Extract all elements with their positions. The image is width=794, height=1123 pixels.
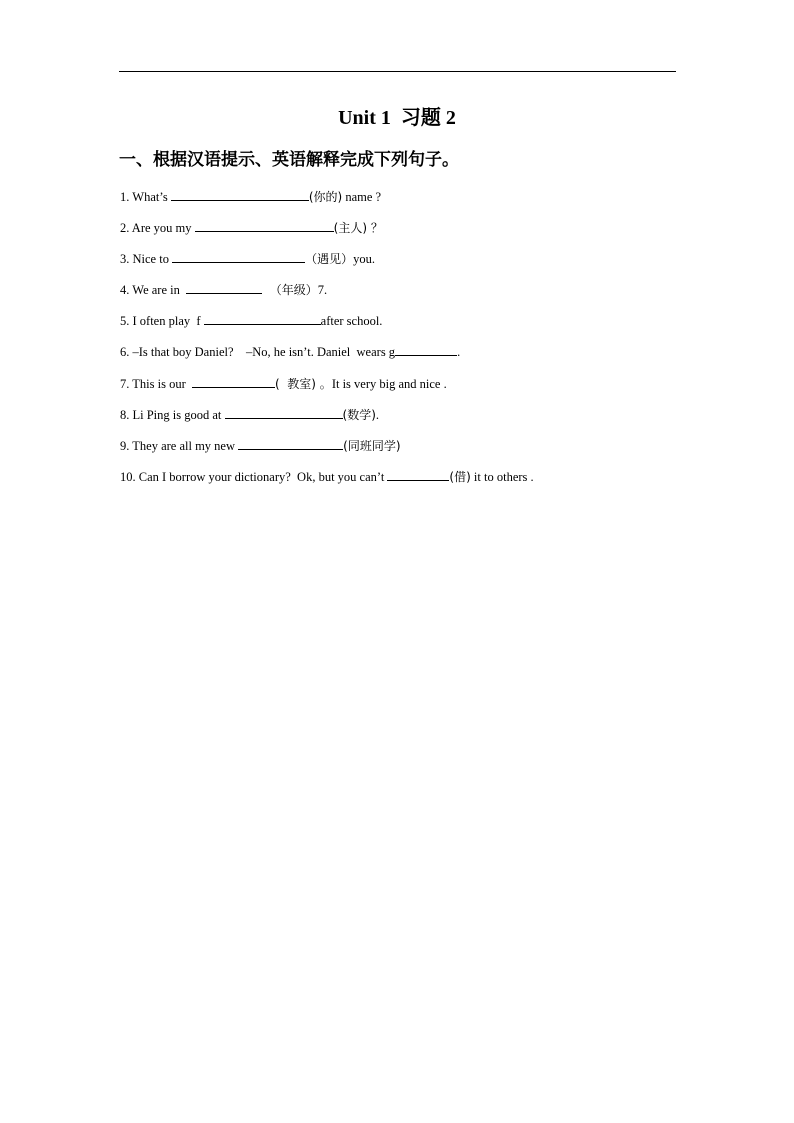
question-text: 7. This is our xyxy=(120,377,192,391)
page-title: Unit 1 习题 2 xyxy=(338,107,456,129)
question-7 xyxy=(120,374,447,393)
question-text: you. xyxy=(353,252,375,266)
question-2 xyxy=(120,218,383,237)
hint-text: (你的) xyxy=(308,190,343,204)
answer-blank[interactable] xyxy=(186,280,262,294)
question-text: 1. What’s xyxy=(120,190,171,204)
question-3 xyxy=(120,249,375,268)
question-8 xyxy=(120,405,379,424)
question-text: It is very big and nice . xyxy=(331,377,447,391)
question-text: 5. I often play f xyxy=(120,314,204,328)
hint-text: (同班同学) xyxy=(343,439,401,453)
question-1 xyxy=(120,187,381,206)
question-text: 6. –Is that boy Daniel? –No, he isn’t. Daniel wears g xyxy=(120,345,396,359)
question-text: . xyxy=(375,408,380,422)
section-heading: 一、根据汉语提示、英语解释完成下列句子。 xyxy=(119,150,459,170)
answer-blank[interactable] xyxy=(387,467,449,481)
answer-blank[interactable] xyxy=(204,311,321,325)
header-rule xyxy=(119,71,676,72)
answer-blank[interactable] xyxy=(395,342,457,356)
hint-text: ( 教室) 。 xyxy=(275,377,332,391)
question-text: 8. Li Ping is good at xyxy=(120,408,225,422)
answer-blank[interactable] xyxy=(192,374,275,388)
answer-blank[interactable] xyxy=(238,436,343,450)
question-text: name ? xyxy=(342,190,382,204)
hint-text: (数学) xyxy=(342,408,376,422)
hint-text: （遇见） xyxy=(305,252,354,266)
question-text: 4. We are in xyxy=(120,283,187,297)
question-text: 9. They are all my new xyxy=(120,439,239,453)
question-text: it to others . xyxy=(470,470,534,484)
hint-text: （年级） xyxy=(262,283,318,297)
question-text: 3. Nice to xyxy=(120,252,173,266)
hint-text: (主人) ？ xyxy=(333,221,383,235)
answer-blank[interactable] xyxy=(171,187,309,201)
question-text: after school. xyxy=(320,314,383,328)
question-5 xyxy=(120,311,382,330)
question-text: 10. Can I borrow your dictionary? Ok, but you can’t xyxy=(120,470,388,484)
question-4 xyxy=(120,280,327,299)
question-text: 2. Are you my xyxy=(120,221,195,235)
hint-text: (借) xyxy=(449,470,471,484)
question-text: . xyxy=(457,345,461,359)
question-10 xyxy=(120,467,534,486)
question-6 xyxy=(120,342,460,361)
answer-blank[interactable] xyxy=(172,249,305,263)
answer-blank[interactable] xyxy=(225,405,343,419)
question-9 xyxy=(120,436,401,455)
answer-blank[interactable] xyxy=(195,218,334,232)
question-text: 7. xyxy=(317,283,328,297)
